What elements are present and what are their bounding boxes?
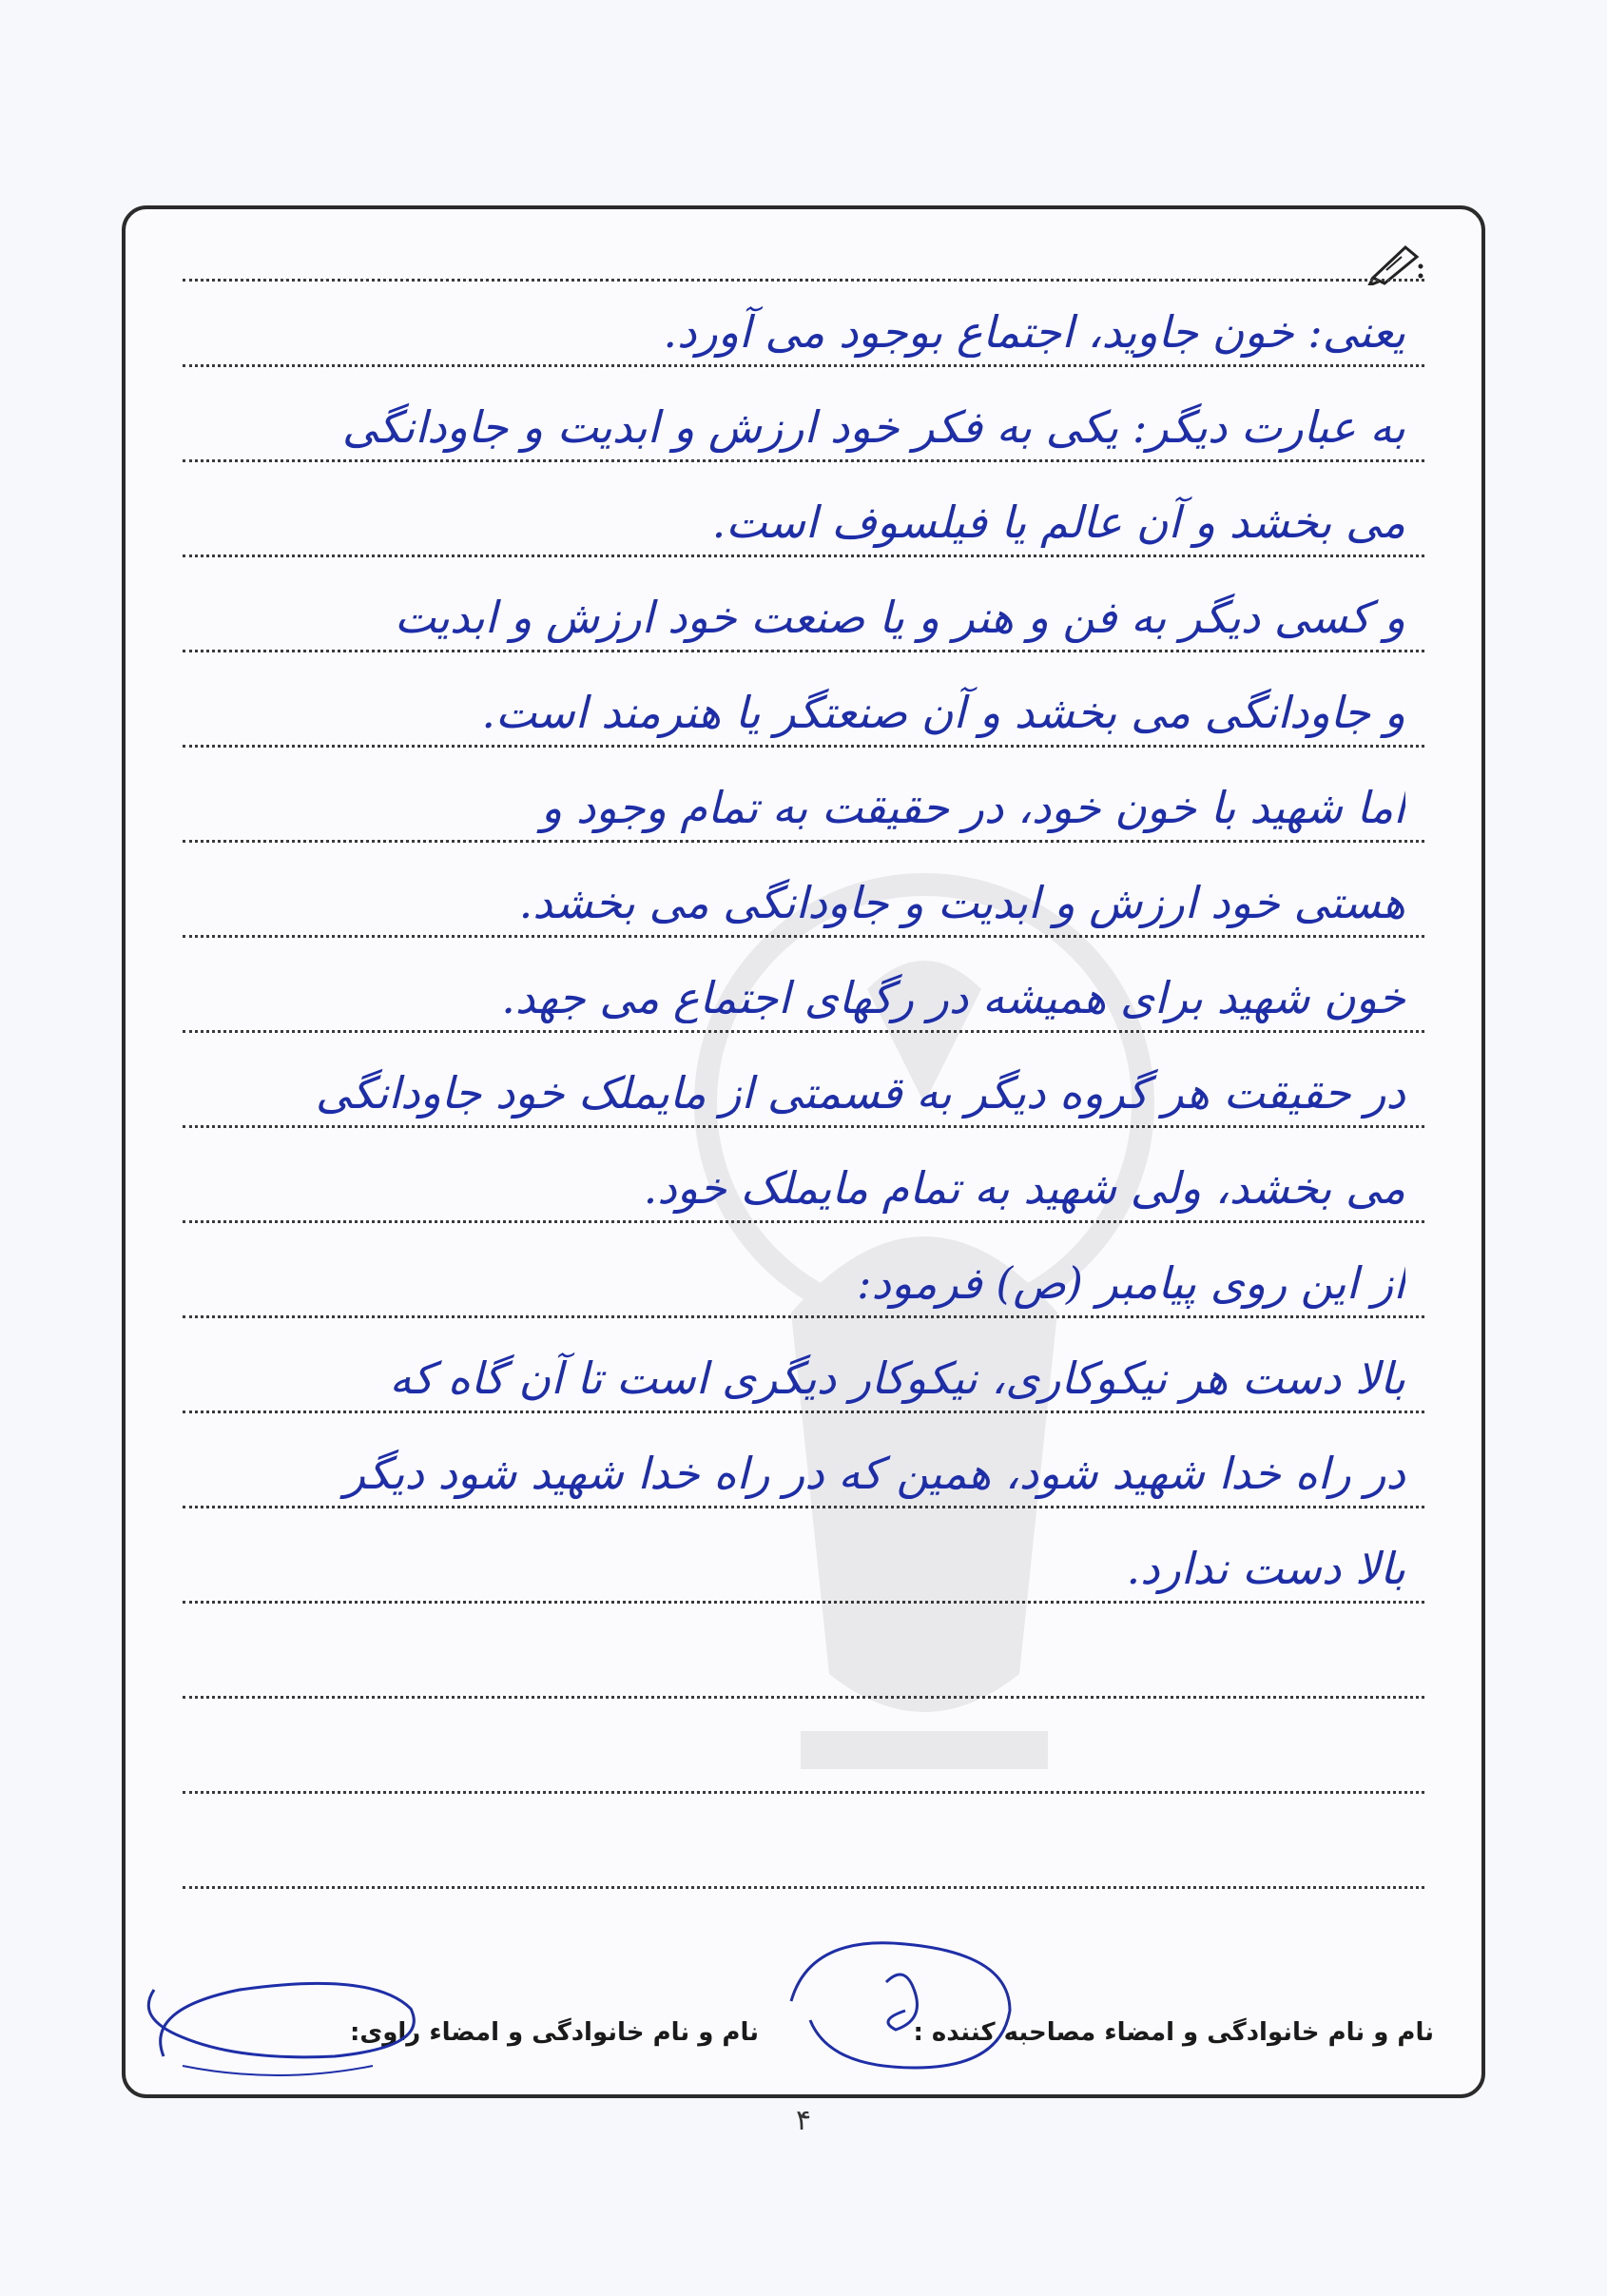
text-line: [183, 765, 1424, 850]
narrator-signature: [126, 1952, 439, 2094]
text-line: [183, 1335, 1424, 1421]
text-line: [183, 1526, 1424, 1611]
text-line: [183, 1621, 1424, 1706]
interviewer-signature-label: نام و نام خانوادگی و امضاء مصاحبه کننده :: [913, 2018, 1434, 2047]
text-line: [183, 860, 1424, 945]
text-line: [183, 1240, 1424, 1326]
text-line: [183, 204, 1424, 289]
text-line: [183, 574, 1424, 660]
handwritten-text: در راه خدا شهید شود، همین که در راه خدا شهید شود دیگر: [343, 1448, 1405, 1499]
interviewer-signature: [772, 1925, 1038, 2077]
handwritten-text: اما شهید با خون خود، در حقیقت به تمام وجود و: [541, 782, 1405, 833]
handwritten-text: از این روی پیامبر (ص) فرمود:: [857, 1257, 1405, 1309]
handwritten-text: بالا دست ندارد.: [1126, 1543, 1405, 1594]
narrator-signature-label: نام و نام خانوادگی و امضاء راوی:: [350, 2018, 759, 2047]
text-line: [183, 1716, 1424, 1801]
handwritten-text: به عبارت دیگر: یکی به فکر خود ارزش و ابدیت و جاودانگی: [341, 401, 1405, 453]
text-line: [183, 384, 1424, 470]
handwritten-text: یعنی: خون جاوید، اجتماع بوجود می آورد.: [663, 306, 1405, 358]
text-line: [183, 1145, 1424, 1231]
signature-footer: [164, 1914, 1443, 2066]
handwritten-text: می بخشد، ولی شهید به تمام مایملک خود.: [643, 1162, 1405, 1214]
handwritten-text: و جاودانگی می بخشد و آن صنعتگر یا هنرمند است.: [481, 687, 1405, 738]
handwritten-text: و کسی دیگر به فن و هنر و یا صنعت خود ارزش و ابدیت: [394, 592, 1405, 643]
page-frame: [122, 205, 1485, 2098]
text-line: [183, 670, 1424, 755]
handwritten-text: می بخشد و آن عالم یا فیلسوف است.: [711, 496, 1405, 548]
handwritten-text: در حقیقت هر گروه دیگر به قسمتی از مایملک خود جاودانگی: [315, 1067, 1405, 1119]
text-line: [183, 1430, 1424, 1516]
handwritten-text: بالا دست هر نیکوکاری، نیکوکار دیگری است تا آن گاه که: [389, 1352, 1405, 1404]
handwritten-text: هستی خود ارزش و ابدیت و جاودانگی می بخشد.: [518, 877, 1405, 928]
text-line: [183, 1811, 1424, 1897]
handwritten-text: خون شهید برای همیشه در رگهای اجتماع می جهد.: [501, 972, 1405, 1023]
text-line: [183, 289, 1424, 375]
text-line: [183, 955, 1424, 1041]
page-number: ۴: [795, 2104, 812, 2137]
text-line: [183, 1050, 1424, 1136]
text-line: [183, 479, 1424, 565]
